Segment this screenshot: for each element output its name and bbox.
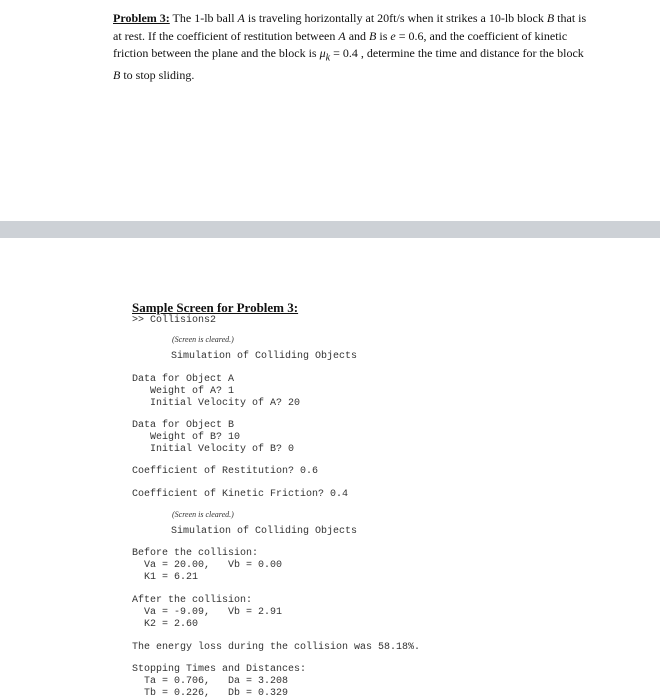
data-b-velocity: Initial Velocity of B? 0 [138,444,295,455]
problem-var-mu: μ [319,46,326,60]
stopping-header: Stopping Times and Distances: [132,664,307,675]
problem-text-4: that is at rest. If the coefficient of restitution between [113,11,587,43]
data-a-weight: Weight of A? 1 [138,386,235,397]
problem-text-15: to stop sliding. [120,67,195,82]
before-energy: K1 = 6.21 [132,572,199,583]
problem-text-13: = 0.4 , determine the time and distance for the block [330,46,584,60]
screen-cleared-note: (Screen is cleared.) [172,335,234,344]
problem-text-8: is [376,28,391,43]
data-b-weight: Weight of B? 10 [138,432,241,443]
problem-var-b-2: B [369,28,377,43]
data-b-header: Data for Object B [132,420,235,431]
stopping-a: Ta = 0.706, Da = 3.208 [132,676,289,687]
data-a-velocity: Initial Velocity of A? 20 [138,398,301,409]
problem-text-0: The 1-lb ball [169,11,238,25]
simulation-title-2: Simulation of Colliding Objects [171,526,358,537]
after-energy: K2 = 2.60 [132,619,199,630]
energy-loss-line: The energy loss during the collision was 58.18%. [132,642,421,653]
sample-heading: Sample Screen for Problem 3: [132,300,299,315]
restitution-prompt: Coefficient of Restitution? 0.6 [132,466,319,477]
simulation-title: Simulation of Colliding Objects [171,351,358,362]
section-divider [0,221,660,238]
before-velocities: Va = 20.00, Vb = 0.00 [132,560,283,571]
problem-var-e: e [390,28,396,43]
problem-var-a-2: A [338,28,346,43]
problem-text-2: is traveling horizontally at 20ft/s when it strikes a 10-lb block [244,11,547,25]
data-a-header: Data for Object A [132,374,235,385]
screen-cleared-note-2: (Screen is cleared.) [172,510,234,519]
after-velocities: Va = -9.09, Vb = 2.91 [132,607,283,618]
friction-prompt: Coefficient of Kinetic Friction? 0.4 [132,489,349,500]
problem-var-b: B [546,11,555,25]
problem-statement [113,10,593,84]
problem-var-a: A [237,11,245,25]
problem-var-mu-sub: k [325,52,331,64]
problem-var-b-3: B [113,67,121,82]
problem-text-10: = 0.6, and the coefficient of kinetic friction between the plane and the block is [113,28,568,60]
stopping-b: Tb = 0.226, Db = 0.329 [132,688,289,699]
problem-heading: Problem 3: [113,11,170,25]
command-prompt: >> Collisions2 [132,315,217,326]
problem-text-6: and [345,28,370,43]
before-collision-header: Before the collision: [132,548,259,559]
after-collision-header: After the collision: [132,595,253,606]
